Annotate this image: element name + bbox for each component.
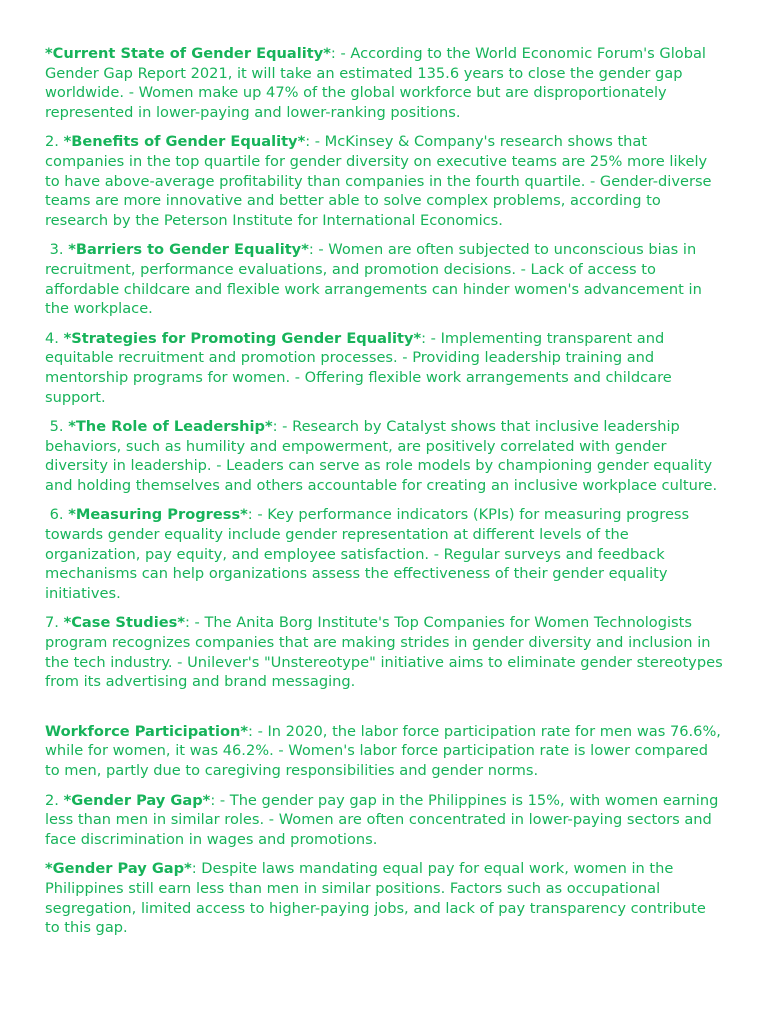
paragraph-heading: *Case Studies*	[63, 614, 185, 632]
paragraph-heading: *Gender Pay Gap*	[45, 860, 192, 878]
paragraph-body: : - The gender pay gap in the Philippines is 15%, with women earning less than men in similar roles. - Women are often concentrated in lower-paying sectors and face discrimination in wages and promotions.	[45, 791, 723, 848]
paragraph-body: : - The Anita Borg Institute's Top Companies for Women Technologists program recognizes companies that are making strides in gender diversity and inclusion in the tech industry. - Unilever's "Unstereotype" initiative aims to eliminate gender stereotypes from its advertising and brand messaging.	[45, 614, 728, 691]
paragraph-body: : - Research by Catalyst shows that inclusive leadership behaviors, such as humility and empowerment, are positively correlated with gender diversity in leadership. - Leaders can serve as role models by championing gender equality and holding themselves and others accountable for creating an inclusive workplace culture.	[45, 418, 718, 494]
paragraph-body: : - Key performance indicators (KPIs) for measuring progress towards gender equality include gender representation at different levels of the organization, pay equity, and employee satisfaction. - Regular surveys and feedback mechanisms can help organizations assess the effectiveness of their gender equality initiatives.	[45, 506, 694, 602]
document-page	[45, 44, 728, 948]
paragraph-leadership	[45, 417, 725, 495]
paragraph-heading: *Current State of Gender Equality*	[45, 45, 331, 62]
paragraph-case-studies	[45, 613, 728, 691]
paragraph-heading: Workforce Participation*	[45, 722, 249, 740]
paragraph-current-state	[45, 44, 725, 122]
paragraph-prefix: 5.	[45, 418, 69, 436]
paragraph-barriers	[45, 240, 725, 318]
paragraph-heading: *Barriers to Gender Equality*	[68, 241, 309, 259]
paragraph-body: : - According to the World Economic Forum's Global Gender Gap Report 2021, it will take an estimated 135.6 years to close the gender gap worldwide. - Women make up 47% of the global workforce but are disproportionately represented in lower-paying and lower-ranking positions.	[45, 45, 711, 121]
paragraph-body: : - In 2020, the labor force participation rate for men was 76.6%, while for women, it was 46.2%. - Women's labor force participation rate is lower compared to men, partly due to caregiving responsibilities and gender norms.	[45, 722, 726, 779]
paragraph-heading: *Gender Pay Gap*	[63, 791, 211, 809]
paragraph-prefix: 7.	[45, 614, 64, 632]
paragraph-heading: *Benefits of Gender Equality*	[63, 133, 306, 151]
paragraph-body: : Despite laws mandating equal pay for equal work, women in the Philippines still earn less than men in similar positions. Factors such as occupational segregation, limited access to higher-paying jobs, and lack of pay transparency contribute to this gap.	[45, 860, 711, 937]
paragraph-body: : - Women are often subjected to unconscious bias in recruitment, performance evaluations, and promotion decisions. - Lack of access to affordable childcare and flexible work arrangements can hinder women's advancement in the workplace.	[45, 241, 707, 318]
paragraph-prefix: 2.	[45, 133, 64, 151]
paragraph-workforce-participation	[45, 722, 725, 781]
paragraph-prefix: 6.	[45, 506, 69, 524]
paragraph-prefix: 4.	[45, 329, 64, 347]
paragraph-prefix: 3.	[45, 241, 69, 259]
paragraph-strategies	[45, 329, 725, 407]
paragraph-heading: *Strategies for Promoting Gender Equality*	[63, 329, 422, 347]
paragraph-heading: *The Role of Leadership*	[68, 418, 273, 436]
paragraph-benefits	[45, 132, 725, 230]
paragraph-heading: *Measuring Progress*	[68, 506, 248, 524]
paragraph-measuring-progress	[45, 505, 725, 603]
paragraph-body: : - McKinsey & Company's research shows that companies in the top quartile for gender diversity on executive teams are 25% more likely to have above-average profitability than companies in the fourth quartile. - Gender-diverse teams are more innovative and better able to solve complex problems, according to research by the Peterson Institute for International Economics.	[45, 133, 717, 229]
paragraph-gender-pay-gap	[45, 791, 725, 850]
paragraph-gender-pay-gap-detail	[45, 859, 725, 937]
paragraph-prefix: 2.	[45, 791, 64, 809]
paragraph-body: : - Implementing transparent and equitable recruitment and promotion processes. - Providing leadership training and mentorship programs for women. - Offering flexible work arrangements and childcare support.	[45, 329, 677, 406]
